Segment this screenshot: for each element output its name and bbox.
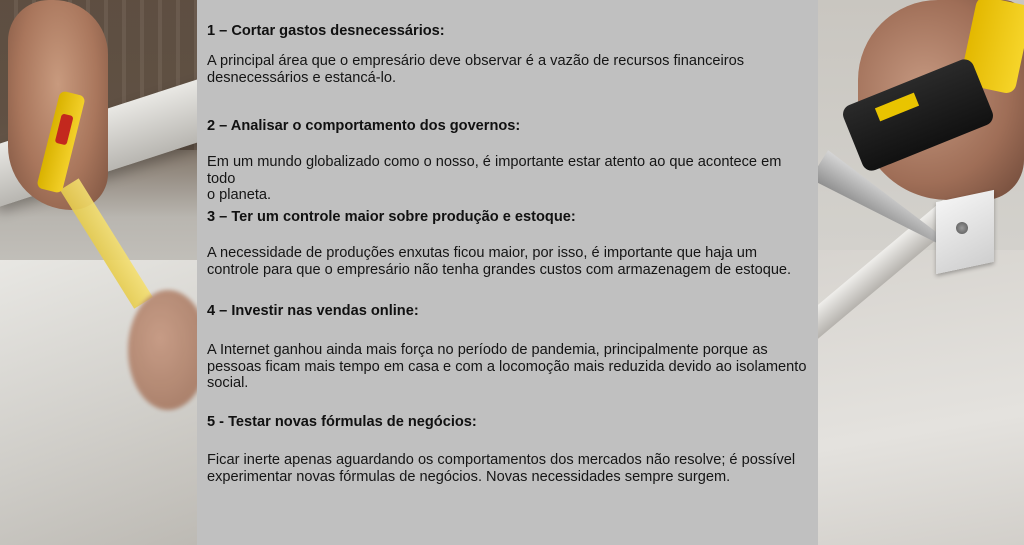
body-line: controle para que o empresário não tenha grandes custos com armazenagem de estoque. [207,261,792,278]
section-body [207,245,810,278]
left-photo-tape-measure [0,0,197,545]
section-1 [207,22,810,86]
body-line: experimentar novas fórmulas de negócios. Novas necessidades sempre surgem. [207,468,731,485]
section-body [207,452,810,485]
section-2 [207,117,810,204]
section-heading: 5 - Testar novas fórmulas de negócios: [207,414,477,430]
body-line: A Internet ganhou ainda mais força no período de pandemia, principalmente porque as [207,342,768,358]
right-photo-power-tool [818,0,1024,545]
section-body [207,342,810,392]
section-heading: 3 – Ter um controle maior sobre produção e estoque: [207,209,576,225]
section-body [207,53,810,86]
section-heading: 4 – Investir nas vendas online: [207,303,419,319]
body-line: o planeta. [207,187,272,203]
body-line: Ficar inerte apenas aguardando os comportamentos dos mercados não resolve; é possível [207,452,796,468]
body-line: pessoas ficam mais tempo em casa e com a locomoção mais reduzida devido ao isolamento [207,358,807,375]
body-line: desnecessários e estancá-lo. [207,69,397,86]
body-line: social. [207,375,249,391]
section-heading: 2 – Analisar o comportamento dos governos: [207,118,521,134]
bolt-icon [956,222,968,234]
section-4 [207,302,810,392]
section-heading: 1 – Cortar gastos desnecessários: [207,23,445,39]
body-line: A principal área que o empresário deve observar é a vazão de recursos financeiros [207,53,745,69]
body-line: A necessidade de produções enxutas ficou maior, por isso, é importante que haja um [207,245,758,261]
content-panel [197,0,818,545]
body-line: Em um mundo globalizado como o nosso, é importante estar atento ao que acontece em todo [207,154,782,187]
section-3 [207,208,810,278]
section-5 [207,413,810,485]
section-body [207,154,810,204]
